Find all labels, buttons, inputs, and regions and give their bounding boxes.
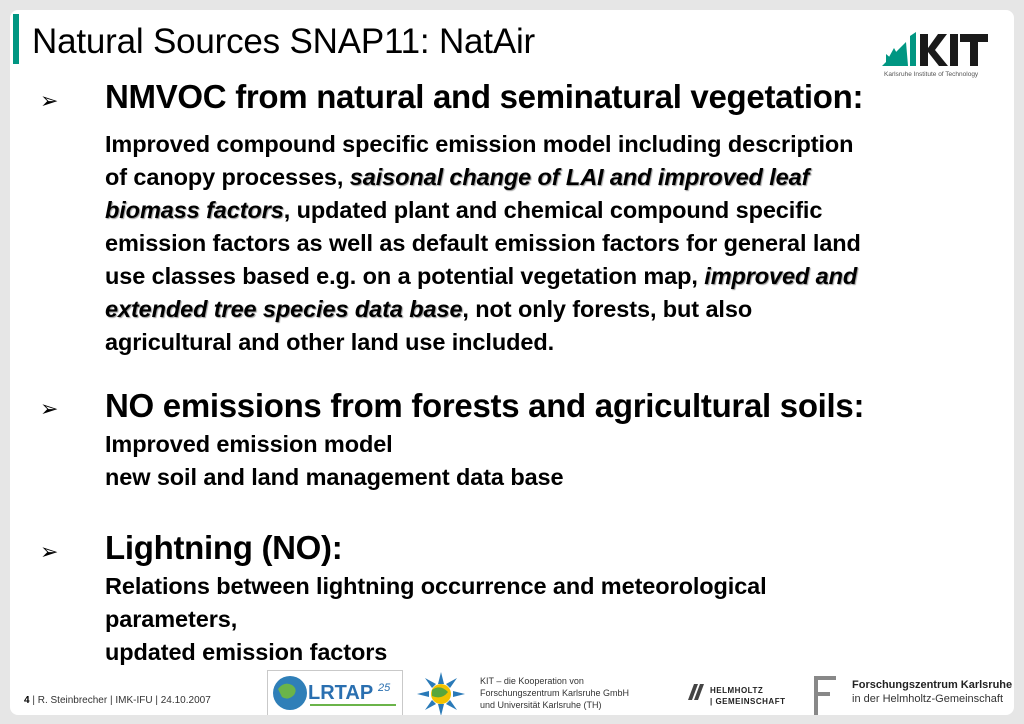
- body-text: emission factors as well as default emission factors for general land: [105, 230, 861, 256]
- cooperation-line: Forschungszentrum Karlsruhe GmbH: [480, 688, 630, 698]
- body-text: use classes based e.g. on a potential vegetation map,: [105, 263, 705, 289]
- lrtap-logo: [267, 670, 403, 715]
- author-info: | R. Steinbrecher | IMK-IFU | 24.10.2007: [32, 695, 211, 706]
- body-line: [105, 326, 554, 359]
- body-line: [105, 461, 564, 494]
- highlight-text: saisonal change of LAI and improved leaf: [349, 164, 810, 190]
- fzk-text: [852, 678, 1012, 706]
- body-line: [105, 636, 387, 669]
- body-line: [105, 570, 767, 603]
- fzk-line: in der Helmholtz-Gemeinschaft: [852, 693, 1004, 705]
- helmholtz-text: [710, 685, 785, 707]
- body-line: [105, 161, 809, 194]
- body-line: [105, 227, 861, 260]
- body-text: Improved emission model: [105, 431, 393, 457]
- bullet-arrow-icon: ➢: [40, 88, 59, 113]
- body-text: , updated plant and chemical compound specific: [283, 197, 823, 223]
- body-text: , not only forests, but also: [462, 296, 753, 322]
- slide: [10, 10, 1014, 715]
- body-text: of canopy processes,: [105, 164, 350, 190]
- section-heading: NMVOC from natural and seminatural vegetation:: [105, 78, 864, 115]
- body-line: [105, 293, 752, 326]
- cooperation-line: KIT – die Kooperation von: [480, 676, 584, 686]
- kit-logo-icon: [880, 22, 992, 72]
- body-line: [105, 194, 822, 227]
- footer-info: [24, 695, 211, 706]
- bullet-arrow-icon: ➢: [40, 539, 59, 564]
- helmholtz-mark-icon: [686, 680, 708, 704]
- kit-logo: [880, 22, 992, 80]
- highlight-text: improved and: [704, 263, 858, 289]
- body-line: [105, 128, 853, 161]
- lrtap-text: LRTAP: [308, 682, 374, 704]
- page-number: 4: [24, 695, 30, 706]
- body-text: agricultural and other land use included.: [105, 329, 554, 355]
- body-line: [105, 260, 857, 293]
- body-line: [105, 428, 393, 461]
- title-accent-bar: [13, 14, 19, 64]
- body-text: new soil and land management data base: [105, 464, 564, 490]
- bullet-arrow-icon: ➢: [40, 396, 59, 421]
- body-text: updated emission factors: [105, 639, 388, 665]
- kit-logo-subtitle: Karlsruhe Institute of Technology: [884, 71, 979, 78]
- body-text: Relations between lightning occurrence and meteorological: [105, 573, 767, 599]
- section-heading: NO emissions from forests and agricultural soils:: [105, 387, 865, 424]
- highlight-text: biomass factors: [105, 197, 284, 223]
- imk-sun-logo: [412, 670, 470, 715]
- cooperation-line: und Universität Karlsruhe (TH): [480, 700, 602, 710]
- cooperation-text: [480, 675, 629, 711]
- highlight-text: extended tree species data base: [105, 296, 463, 322]
- helmholtz-line: | GEMEINSCHAFT: [710, 697, 786, 706]
- fzk-line: Forschungszentrum Karlsruhe: [852, 679, 1013, 691]
- lrtap-25: 25: [378, 682, 391, 694]
- section-heading: Lightning (NO):: [105, 529, 343, 566]
- fzk-logo-mark: [810, 670, 842, 715]
- slide-title: Natural Sources SNAP11: NatAir: [32, 22, 536, 61]
- body-text: Improved compound specific emission model including description: [105, 131, 854, 157]
- helmholtz-line: HELMHOLTZ: [710, 686, 764, 695]
- body-text: parameters,: [105, 606, 238, 632]
- body-line: [105, 603, 237, 636]
